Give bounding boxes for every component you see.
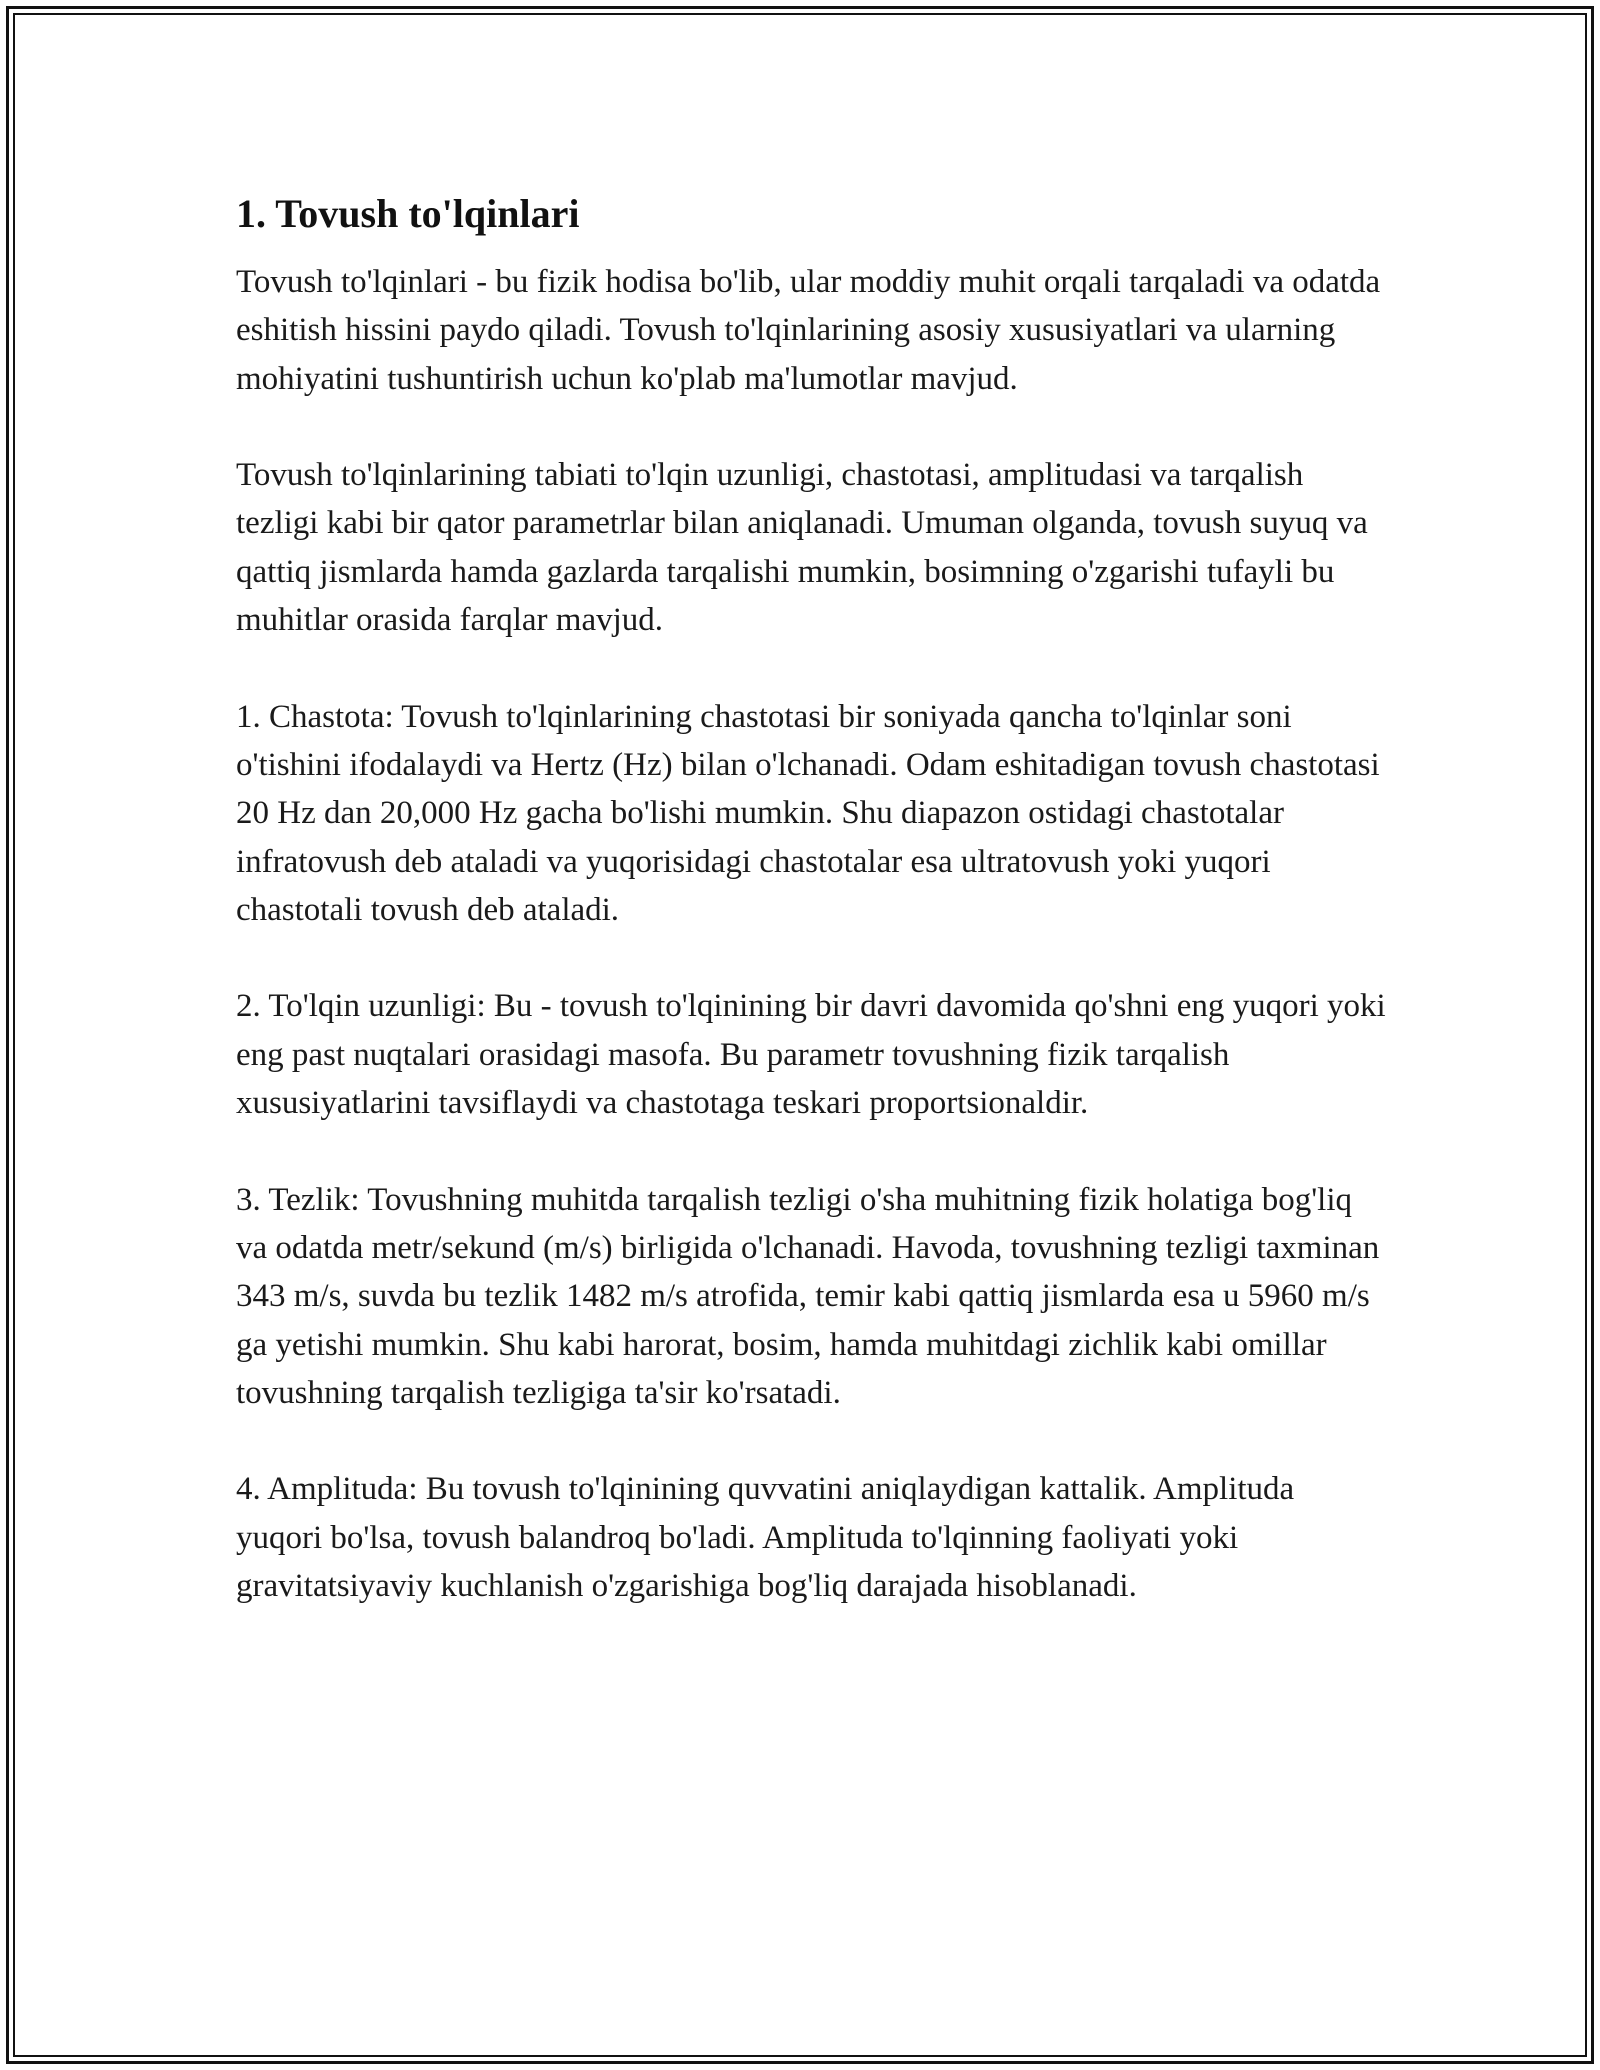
document-body: [236, 180, 1386, 1659]
paragraph-wavelength: 2. To'lqin uzunligi: Bu - tovush to'lqinining bir davri davomida qo'shni eng yuqori yoki eng past nuqtalari orasidagi masofa. Bu parametr tovushning fizik tarqalish xususiyatlarini tavsiflaydi va chastotaga teskari proportsionaldir.: [236, 988, 1386, 1122]
paragraph-amplitude: 4. Amplituda: Bu tovush to'lqinining quvvatini aniqlaydigan kattalik. Amplituda yuqori bo'lsa, tovush balandroq bo'ladi. Amplituda to'lqinning faoliyati yoki gravitatsiyaviy kuchlanish o'zgarishiga bog'liq darajada hisoblanadi.: [236, 1471, 1295, 1605]
paragraph-nature: Tovush to'lqinlarining tabiati to'lqin uzunligi, chastotasi, amplitudasi va tarqalish tezligi kabi bir qator parametrlar bilan aniqlanadi. Umuman olganda, tovush suyuq va qattiq jismlarda hamda gazlarda tarqalishi mumkin, bosimning o'zgarishi tufayli bu muhitlar orasida farqlar mavjud.: [236, 457, 1368, 639]
document-title: 1. Tovush to'lqinlari: [236, 191, 580, 236]
paragraph-intro: Tovush to'lqinlari - bu fizik hodisa bo'lib, ular moddiy muhit orqali tarqaladi va odatda eshitish hissini paydo qiladi. Tovush to'lqinlarining asosiy xususiyatlari va ularning mohiyatini tushuntirish uchun ko'plab ma'lumotlar mavjud.: [236, 264, 1381, 397]
paragraph-frequency: 1. Chastota: Tovush to'lqinlarining chastotasi bir soniyada qancha to'lqinlar soni o'tishini ifodalaydi va Hertz (Hz) bilan o'lchanadi. Odam eshitadigan tovush chastotasi 20 Hz dan 20,000 Hz gacha bo'lishi mumkin. Shu diapazon ostidagi chastotalar infratovush deb ataladi va yuqorisidagi chastotalar esa ultratovush yoki yuqori chastotali tovush deb ataladi.: [236, 698, 1380, 928]
paragraph-speed: 3. Tezlik: Tovushning muhitda tarqalish tezligi o'sha muhitning fizik holatiga bog'liq va odatda metr/sekund (m/s) birligida o'lchanadi. Havoda, tovushning tezligi taxminan 343 m/s, suvda bu tezlik 1482 m/s atrofida, temir kabi qattiq jismlarda esa u 5960 m/s ga yetishi mumkin. Shu kabi harorat, bosim, hamda muhitdagi zichlik kabi omillar tovushning tarqalish tezligiga ta'sir ko'rsatadi.: [236, 1181, 1380, 1411]
